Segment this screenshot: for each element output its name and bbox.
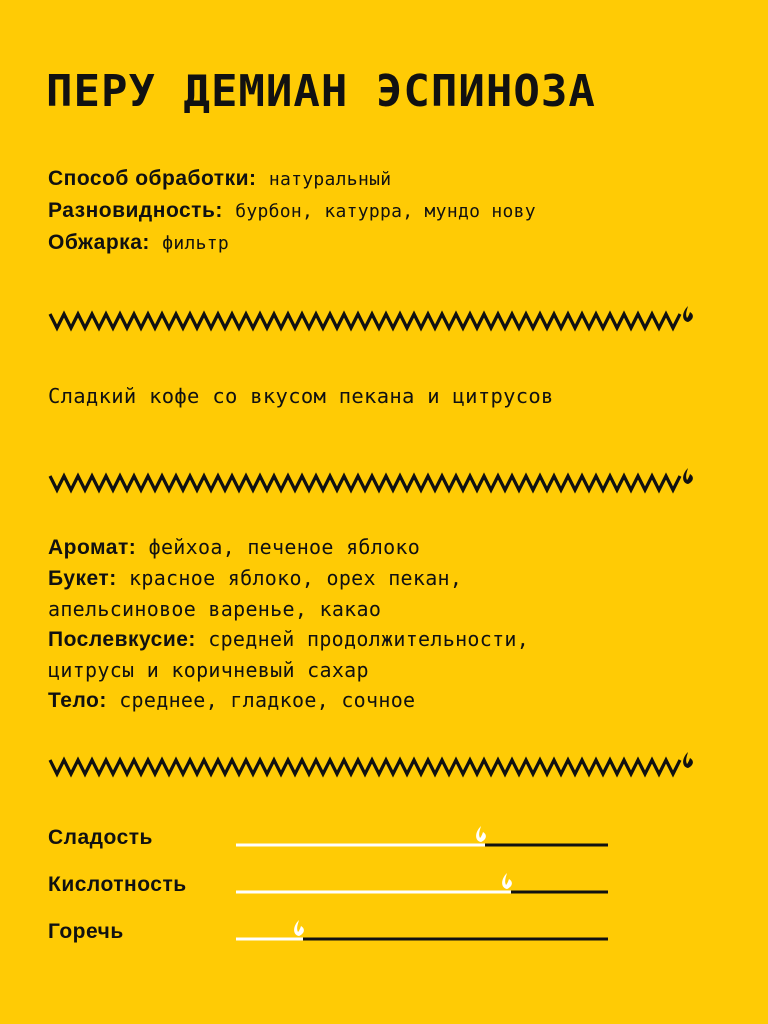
zigzag-flame-icon bbox=[48, 298, 700, 338]
body-row bbox=[48, 685, 529, 716]
aftertaste-value: средней продолжительности, bbox=[208, 627, 530, 651]
bitterness-scale bbox=[236, 912, 608, 942]
bouquet-value-continued: апельсиновое варенье, какао bbox=[48, 597, 382, 621]
body-label: Тело: bbox=[48, 689, 107, 712]
process-label: Способ обработки: bbox=[48, 167, 257, 190]
bouquet-label: Букет: bbox=[48, 567, 117, 590]
variety-row bbox=[48, 195, 536, 227]
zigzag-line bbox=[50, 760, 680, 774]
roast-value: фильтр bbox=[162, 233, 230, 254]
aroma-row bbox=[48, 532, 529, 563]
body-value: среднее, гладкое, сочное bbox=[119, 688, 416, 712]
bitterness-label: Горечь bbox=[48, 920, 124, 943]
roast-label: Обжарка: bbox=[48, 231, 150, 254]
aroma-label: Аромат: bbox=[48, 536, 137, 559]
aftertaste-value-continued: цитрусы и коричневый сахар bbox=[48, 658, 369, 682]
coffee-title: ПЕРУ ДЕМИАН ЭСПИНОЗА bbox=[46, 66, 596, 117]
sweetness-label: Сладость bbox=[48, 826, 153, 849]
aftertaste-row bbox=[48, 624, 529, 655]
aroma-value: фейхоа, печеное яблоко bbox=[148, 535, 421, 559]
sweetness-scale bbox=[236, 818, 608, 848]
specs-block bbox=[48, 163, 536, 259]
roast-row bbox=[48, 227, 536, 259]
bouquet-row bbox=[48, 563, 529, 594]
flame-icon bbox=[476, 826, 486, 842]
aftertaste-row-continued bbox=[48, 655, 529, 685]
flame-icon bbox=[502, 873, 512, 889]
acidity-scale bbox=[236, 865, 608, 895]
tasting-notes-block bbox=[48, 532, 529, 716]
flame-icon bbox=[683, 468, 693, 484]
zigzag-flame-icon bbox=[48, 460, 700, 500]
flame-icon bbox=[294, 920, 304, 936]
zigzag-line bbox=[50, 314, 680, 328]
acidity-label: Кислотность bbox=[48, 873, 187, 896]
bouquet-value: красное яблоко, орех пекан, bbox=[129, 566, 463, 590]
aftertaste-label: Послевкусие: bbox=[48, 628, 196, 651]
bouquet-row-continued bbox=[48, 594, 529, 624]
flame-icon bbox=[683, 306, 693, 322]
zigzag-line bbox=[50, 476, 680, 490]
variety-label: Разновидность: bbox=[48, 199, 223, 222]
variety-value: бурбон, катурра, мундо нову bbox=[235, 201, 536, 222]
flavor-summary: Сладкий кофе со вкусом пекана и цитрусов bbox=[48, 384, 554, 408]
process-value: натуральный bbox=[268, 169, 392, 190]
process-row bbox=[48, 163, 536, 195]
zigzag-flame-icon bbox=[48, 744, 700, 784]
flame-icon bbox=[683, 752, 693, 768]
